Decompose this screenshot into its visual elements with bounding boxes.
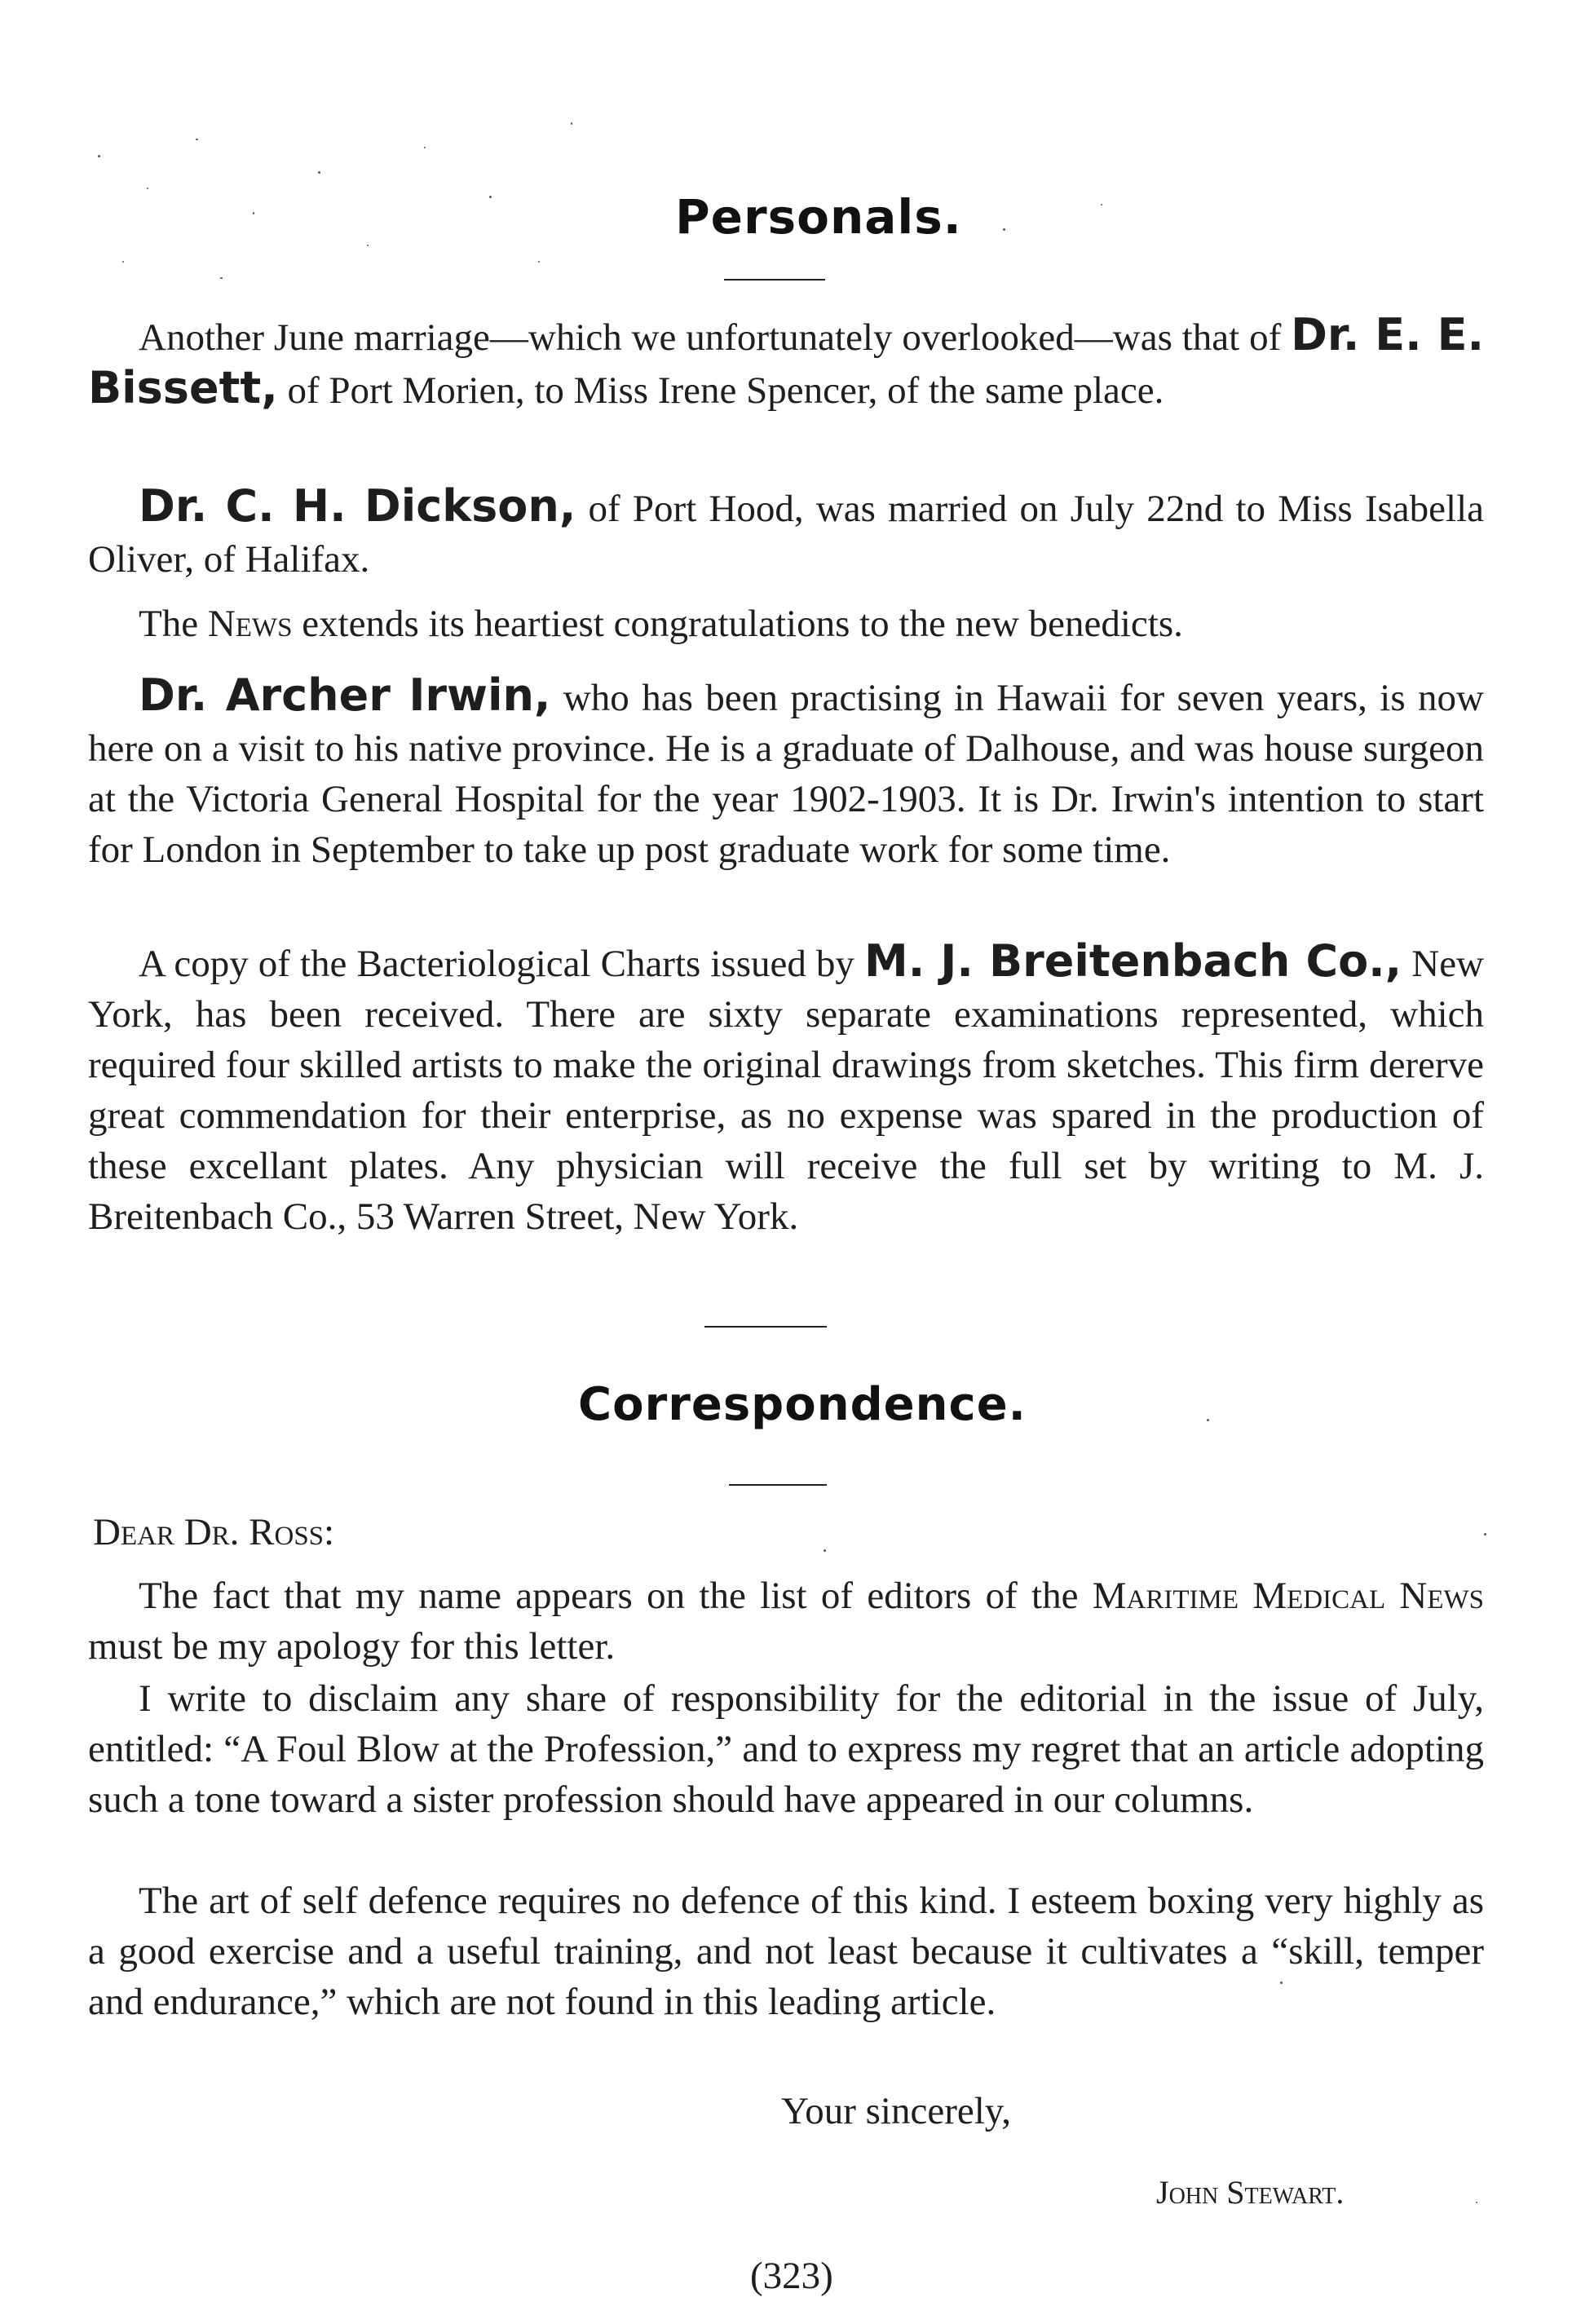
personals-heading: Personals. [675, 189, 962, 245]
name-bissett: Dr. E. E. Bissett, [88, 309, 1484, 413]
letter-paragraph-3: The art of self defence requires no defence of this kind. I esteem boxing very highly as a good exercise and a useful training, and not least because it cultivates a “skill, temper and endurance,” which are not found in this leading article. [88, 1880, 1484, 2023]
letter-closing: Your sincerely, [781, 2090, 1011, 2132]
name-dickson: Dr. C. H. Dickson, [139, 480, 576, 532]
personals-paragraph-3: The News extends its heartiest congratulations to the new benedicts. [139, 603, 1183, 645]
name-irwin: Dr. Archer Irwin, [139, 669, 551, 721]
personals-rule [724, 279, 825, 281]
journal-name: Maritime Medical News [1092, 1575, 1485, 1617]
page-number: (323) [750, 2255, 833, 2297]
letter-paragraph-2: I write to disclaim any share of responsibility for the editorial in the issue of July, entitled: “A Foul Blow at the Profession,” and to express my regret that an article adopting such a tone toward a sister profession should have appeared in our columns. [88, 1677, 1484, 1821]
personals-paragraph-5: A copy of the Bacteriological Charts issued by M. J. Breitenbach Co., New York, has been received. There are sixty separate examinations represented, which required four skilled artists to make the original drawings from sketches. This firm dererve great commendation for their enterprise, as no expense was spared in the production of these excellant plates. Any physician will receive the full set by writing to M. J. Breitenbach Co., 53 Warren Street, New York. [88, 935, 1484, 1238]
personals-paragraph-4: Dr. Archer Irwin, who has been practising in Hawaii for seven years, is now here on a visit to his native province. He is a graduate of Dalhouse, and was house surgeon at the Victoria General Hospital for the year 1902-1903. It is Dr. Irwin's intention to start for London in September to take up post graduate work for some time. [88, 669, 1485, 871]
personals-paragraph-1: Another June marriage—which we unfortunately overlooked—was that of Dr. E. E. Bissett, of Port Morien, to Miss Irene Spencer, of the same place. [88, 309, 1484, 413]
personals-paragraph-2: Dr. C. H. Dickson, of Port Hood, was married on July 22nd to Miss Isabella Oliver, of Halifax. [88, 480, 1484, 581]
letter-paragraph-1: The fact that my name appears on the list of editors of the Maritime Medical News must be my apology for this letter. [88, 1575, 1485, 1668]
letter-signature: John Stewart. [1156, 2174, 1345, 2211]
name-breitenbach: M. J. Breitenbach Co., [863, 935, 1402, 987]
correspondence-rule [729, 1484, 827, 1486]
correspondence-heading: Correspondence. [578, 1378, 1027, 1431]
salutation: Dear Dr. Ross: [93, 1511, 335, 1553]
section-divider [704, 1326, 827, 1328]
